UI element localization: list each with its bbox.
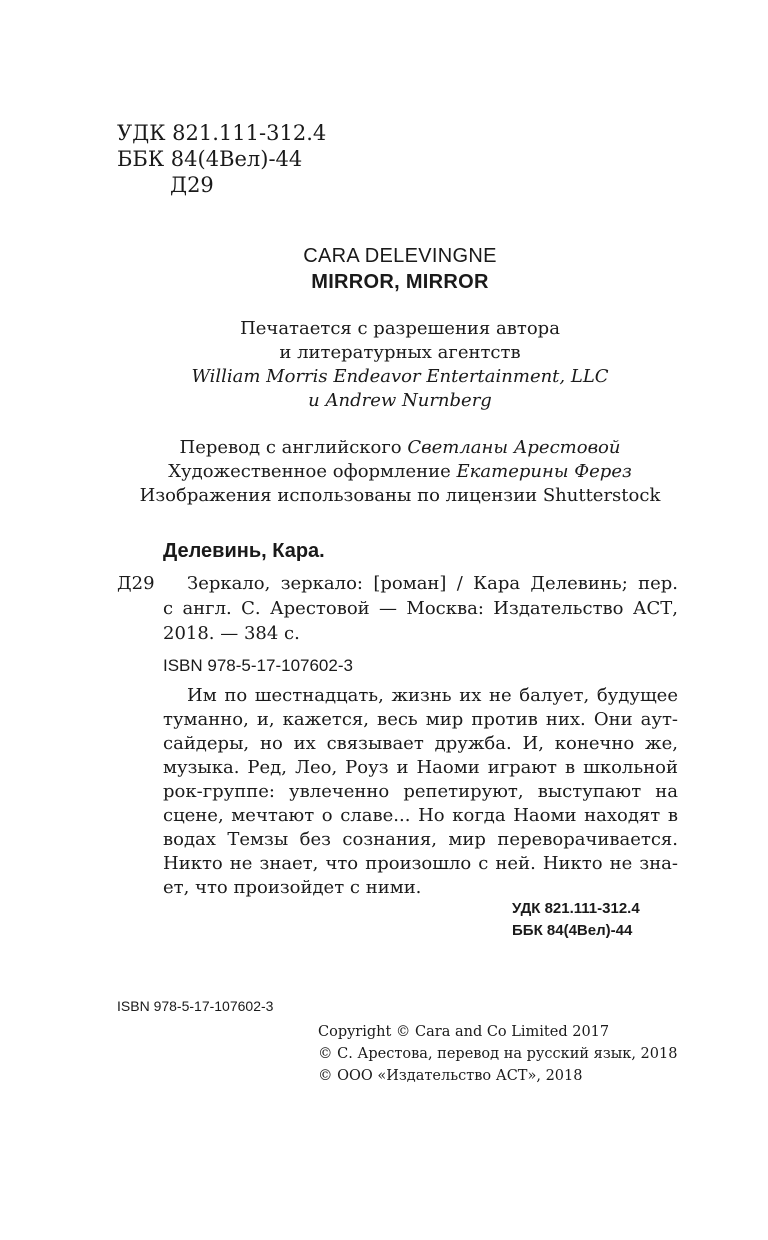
bibliography-line-2: с англ. С. Арестовой — Москва: Издательство АСТ,: [163, 598, 678, 619]
bibliography-line-3: 2018. — 384 с.: [163, 623, 300, 644]
permission-line-2: и литературных агентств: [279, 342, 521, 363]
translation-label: Перевод с английского: [179, 437, 408, 458]
copyright-line-3: © ООО «Издательство АСТ», 2018: [318, 1068, 583, 1084]
annotation-line: Им по шестнадцать, жизнь их не балует, будущее: [187, 685, 678, 706]
bottom-bbk-code: ББК 84(4Вел)-44: [512, 922, 633, 939]
copyright-line-2: © С. Арестова, перевод на русский язык, 2018: [318, 1046, 678, 1062]
annotation-line: сцене, мечтают о славе... Но когда Наоми находят в: [163, 805, 678, 826]
annotation-line: сайдеры, но их связывает дружба. И, конечно же,: [163, 733, 678, 754]
bibliography-author: Делевинь, Кара.: [163, 540, 325, 562]
author-code: Д29: [170, 173, 214, 197]
udk-code: УДК 821.111-312.4: [117, 121, 327, 145]
copyright-line-1: Copyright © Cara and Co Limited 2017: [318, 1024, 610, 1040]
annotation-line: туманно, и, кажется, весь мир против них. Они аут-: [163, 709, 678, 730]
annotation-line: водах Темзы без сознания, мир переворачивается.: [163, 829, 678, 850]
bibliography-isbn: ISBN 978-5-17-107602-3: [163, 656, 353, 675]
annotation-line: рок-группе: увлеченно репетируют, выступают на: [163, 781, 678, 802]
bibliography-code: Д29: [117, 573, 155, 594]
original-author: CARA DELEVINGNE: [303, 245, 497, 267]
footer-isbn: ISBN 978-5-17-107602-3: [117, 998, 274, 1014]
bottom-udk-code: УДК 821.111-312.4: [512, 900, 640, 917]
images-license: Изображения использованы по лицензии Shutterstock: [139, 485, 661, 506]
translation-credit: [0, 436, 768, 460]
bibliography-line-1: Зеркало, зеркало: [роман] / Кара Делевинь; пер.: [187, 573, 678, 594]
annotation-line: музыка. Ред, Лео, Роуз и Наоми играют в школьной: [163, 757, 678, 778]
design-credit: [0, 460, 768, 484]
annotation-line: ет, что произойдет с ними.: [163, 877, 422, 898]
permission-agency-1: William Morris Endeavor Entertainment, LLC: [191, 366, 609, 387]
designer-name: Екатерины Ферез: [456, 461, 632, 482]
original-title: MIRROR, MIRROR: [311, 271, 489, 293]
permission-agency-2: и Andrew Nurnberg: [308, 390, 492, 411]
annotation-line: Никто не знает, что произошло с ней. Никто не зна-: [163, 853, 678, 874]
translator-name: Светланы Арестовой: [407, 437, 621, 458]
bbk-code: ББК 84(4Вел)-44: [117, 147, 303, 171]
permission-line-1: Печатается с разрешения автора: [240, 318, 560, 339]
design-label: Художественное оформление: [168, 461, 457, 482]
